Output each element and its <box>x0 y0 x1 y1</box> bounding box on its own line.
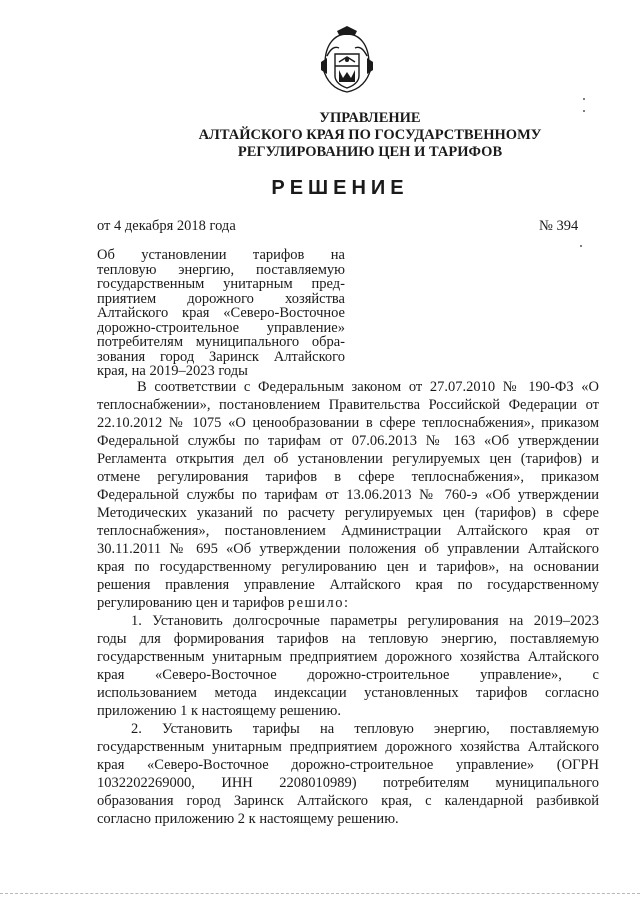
subject-line: потребителям муниципального обра- <box>97 334 345 350</box>
subject-line: Об установлении тарифов на <box>97 247 345 263</box>
preamble-paragraph <box>97 378 599 612</box>
document-body <box>97 378 599 828</box>
body-line: отмене регулирования тарифов в сфере теплоснабжения», приказом <box>97 469 599 485</box>
agency-header-line-2: АЛТАЙСКОГО КРАЯ ПО ГОСУДАРСТВЕННОМУ <box>198 127 542 143</box>
body-line: Федеральной службы по тарифам от 07.06.2013 № 163 «Об утверждении <box>97 433 599 449</box>
body-line: государственным унитарным предприятием дорожного хозяйства Алтайского <box>97 739 599 755</box>
agency-header-line-3: РЕГУЛИРОВАНИЮ ЦЕН И ТАРИФОВ <box>237 144 503 160</box>
body-line: приложению 1 к настоящему решению. <box>97 703 342 719</box>
body-line: края «Северо-Восточное дорожно-строительное управление», с <box>97 667 599 683</box>
body-line: 2. Установить тарифы на тепловую энергию, поставляемую <box>131 721 599 737</box>
document-title: РЕШЕНИЕ <box>271 177 409 199</box>
body-line: В соответствии с Федеральным законом от 27.07.2010 № 190-ФЗ «О <box>137 379 599 395</box>
body-line: Методических указаний по расчету регулируемых цен (тарифов) в сфере <box>97 505 599 521</box>
body-line: теплоснабжении», постановлением Правительства Российской Федерации от <box>97 397 599 413</box>
subject-line: Алтайского края «Северо-Восточное <box>97 305 345 321</box>
subject-line: тепловую энергию, поставляемую <box>97 261 345 278</box>
body-line: Регламента открытия дел об установлении регулируемых цен (тарифов) и <box>97 451 599 467</box>
body-line: края по государственному регулированию цен и тарифов», на основании <box>97 559 599 575</box>
body-line: образования город Заринск Алтайского края, с календарной разбивкой <box>97 793 599 809</box>
body-line: 1. Установить долгосрочные параметры регулирования на 2019–2023 <box>131 613 599 629</box>
body-line: 30.11.2011 № 695 «Об утверждении положения об управлении Алтайского <box>97 541 599 557</box>
subject-line: зования город Заринск Алтайского <box>97 348 345 365</box>
subject-line: дорожно-строительное управление» <box>97 319 345 336</box>
item-2-paragraph <box>97 720 599 828</box>
body-line: Федеральной службы по тарифам от 13.06.2013 № 760-э «Об утверждении <box>97 487 599 503</box>
resolved-word: решило <box>287 595 344 611</box>
document-date: от 4 декабря 2018 года <box>97 218 236 234</box>
body-line: теплоснабжения», постановлением Администрации Алтайского края от <box>97 523 599 539</box>
resolved-colon: : <box>343 595 348 611</box>
page-bottom-edge <box>0 893 640 894</box>
body-line-last <box>97 594 599 612</box>
body-line: согласно приложению 2 к настоящему решению. <box>97 811 399 827</box>
subject-line: государственным унитарным пред- <box>97 276 345 292</box>
preamble-ending: регулированию цен и тарифов <box>97 595 285 611</box>
document-subject <box>97 248 345 379</box>
body-line: использованием метода индексации установленных тарифов согласно <box>97 685 599 701</box>
body-line: края «Северо-Восточное дорожно-строительное управление» (ОГРН <box>97 757 599 773</box>
subject-line: приятием дорожного хозяйства <box>97 290 345 307</box>
body-line: государственным унитарным предприятием дорожного хозяйства Алтайского <box>97 649 599 665</box>
body-line: годы для формирования тарифов на тепловую энергию, поставляемую <box>97 631 599 647</box>
body-line: решения правления управление Алтайского края по государственному <box>97 577 599 593</box>
agency-header-line-1: УПРАВЛЕНИЕ <box>319 110 421 126</box>
scan-speck <box>583 110 585 112</box>
scan-speck <box>580 245 582 247</box>
body-line: 22.10.2012 № 1075 «О ценообразовании в сфере теплоснабжения», приказом <box>97 415 599 431</box>
item-1-paragraph <box>97 612 599 720</box>
body-line: 1032202269000, ИНН 2208010989) потребителям муниципального <box>97 775 599 791</box>
subject-line: края, на 2019–2023 годы <box>97 363 248 379</box>
scan-speck <box>583 98 585 100</box>
agency-header <box>130 110 610 161</box>
document-number: № 394 <box>539 218 579 234</box>
coat-of-arms-icon <box>317 26 377 96</box>
